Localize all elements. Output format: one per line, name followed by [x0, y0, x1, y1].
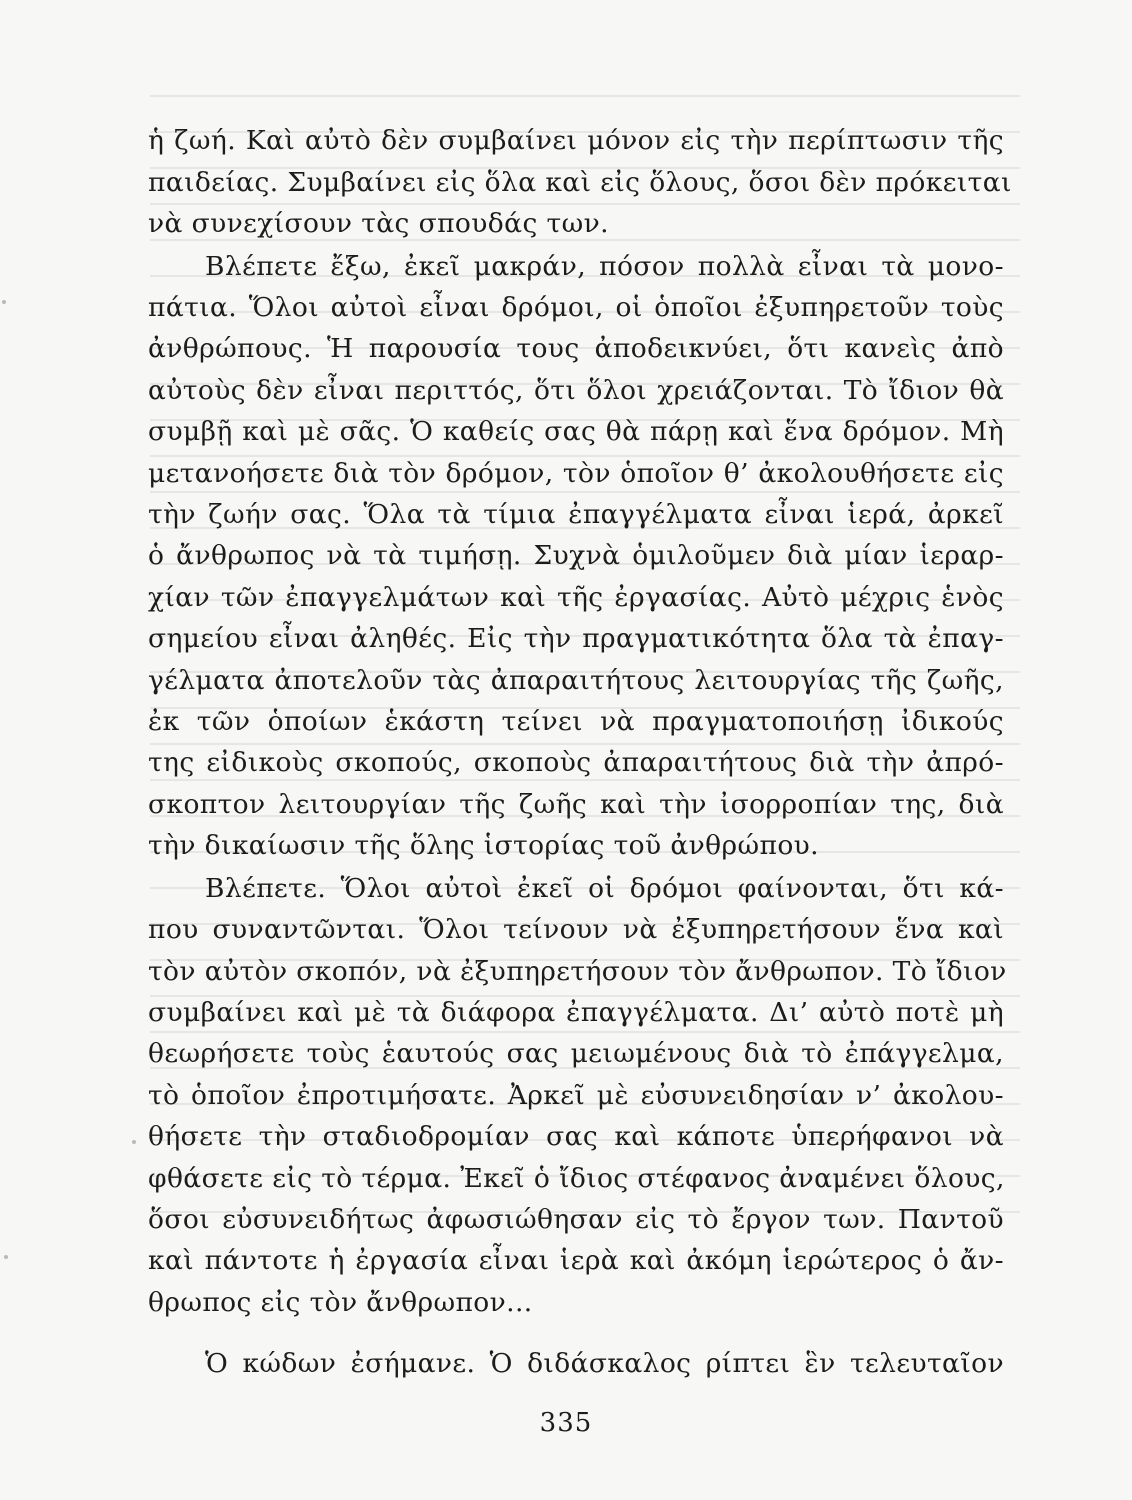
text-line: αὐτοὺς δὲν εἶναι περιττός, ὅτι ὅλοι χρειάζονται. Τὸ ἴδιον θὰ [148, 375, 1004, 406]
text-line: καὶ πάντοτε ἡ ἐργασία εἶναι ἱερὰ καὶ ἀκόμη ἱερώτερος ὁ ἄν- [148, 1245, 1004, 1276]
text-line: που συναντῶνται. Ὅλοι τείνουν νὰ ἐξυπηρετήσουν ἕνα καὶ [148, 914, 1004, 945]
text-line: ὅσοι εὐσυνειδήτως ἀφωσιώθησαν εἰς τὸ ἔργον των. Παντοῦ [148, 1204, 1004, 1235]
text-line: ἀνθρώπους. Ἡ παρουσία τους ἀποδεικνύει, ὅτι κανεὶς ἀπὸ [148, 333, 1004, 364]
text-line: της εἰδικοὺς σκοπούς, σκοποὺς ἀπαραιτήτους διὰ τὴν ἀπρό- [148, 747, 1004, 778]
text-line: φθάσετε εἰς τὸ τέρμα. Ἐκεῖ ὁ ἴδιος στέφανος ἀναμένει ὅλους, [148, 1163, 1005, 1194]
text-line: συμβαίνει καὶ μὲ τὰ διάφορα ἐπαγγέλματα. Δι’ αὐτὸ ποτὲ μὴ [148, 997, 1004, 1028]
text-line: συμβῇ καὶ μὲ σᾶς. Ὁ καθείς σας θὰ πάρῃ καὶ ἕνα δρόμον. Μὴ [148, 416, 1004, 447]
text-line: θήσετε τὴν σταδιοδρομίαν σας καὶ κάποτε ὑπερήφανοι νὰ [148, 1121, 1004, 1152]
text-line: Βλέπετε ἔξω, ἐκεῖ μακράν, πόσον πολλὰ εἶναι τὰ μονο- [205, 251, 1004, 282]
page-number: 335 [539, 1408, 593, 1438]
text-line: γέλματα ἀποτελοῦν τὰς ἀπαραιτήτους λειτουργίας τῆς ζωῆς, [148, 665, 1004, 696]
text-line: νὰ συνεχίσουν τὰς σπουδάς των. [148, 208, 609, 239]
text-line: τὴν ζωήν σας. Ὅλα τὰ τίμια ἐπαγγέλματα εἶναι ἱερά, ἀρκεῖ [148, 499, 1004, 530]
margin-speck [132, 1140, 136, 1144]
text-line: θρωπος εἰς τὸν ἄνθρωπον... [148, 1287, 533, 1318]
text-line: θεωρήσετε τοὺς ἑαυτούς σας μειωμένους διὰ τὸ ἐπάγγελμα, [148, 1038, 1004, 1069]
text-line: ἡ ζωή. Καὶ αὐτὸ δὲν συμβαίνει μόνον εἰς τὴν περίπτωσιν τῆς [148, 125, 1004, 156]
text-line: πάτια. Ὅλοι αὐτοὶ εἶναι δρόμοι, οἱ ὁποῖοι ἐξυπηρετοῦν τοὺς [148, 292, 1004, 323]
text-line: παιδείας. Συμβαίνει εἰς ὅλα καὶ εἰς ὅλους, ὅσοι δὲν πρόκειται [148, 167, 1012, 198]
text-line: Ὁ κώδων ἐσήμανε. Ὁ διδάσκαλος ρίπτει ἓν τελευταῖον [205, 1348, 1004, 1379]
text-line: ἐκ τῶν ὁποίων ἑκάστη τείνει νὰ πραγματοποιήσῃ ἰδικούς [148, 706, 1004, 737]
text-line: χίαν τῶν ἐπαγγελμάτων καὶ τῆς ἐργασίας. Αὐτὸ μέχρις ἑνὸς [148, 582, 1004, 613]
margin-speck [2, 300, 6, 304]
text-line: τὸν αὐτὸν σκοπόν, νὰ ἐξυπηρετήσουν τὸν ἄνθρωπον. Τὸ ἴδιον [148, 956, 1007, 987]
text-line: ὁ ἄνθρωπος νὰ τὰ τιμήσῃ. Συχνὰ ὁμιλοῦμεν διὰ μίαν ἱεραρ- [148, 540, 1004, 571]
text-line: σημείου εἶναι ἀληθές. Εἰς τὴν πραγματικότητα ὅλα τὰ ἐπαγ- [148, 623, 1004, 654]
text-line: σκοπτον λειτουργίαν τῆς ζωῆς καὶ τὴν ἰσορροπίαν της, διὰ [148, 789, 1004, 820]
text-line: τὸ ὁποῖον ἐπροτιμήσατε. Ἀρκεῖ μὲ εὐσυνειδησίαν ν’ ἀκολου- [148, 1080, 1004, 1111]
margin-speck [4, 1255, 8, 1259]
text-line: Βλέπετε. Ὅλοι αὐτοὶ ἐκεῖ οἱ δρόμοι φαίνονται, ὅτι κά- [205, 873, 1004, 904]
text-line: τὴν δικαίωσιν τῆς ὅλης ἱστορίας τοῦ ἀνθρώπου. [148, 830, 820, 861]
text-line: μετανοήσετε διὰ τὸν δρόμον, τὸν ὁποῖον θ’ ἀκολουθήσετε εἰς [148, 458, 1004, 489]
